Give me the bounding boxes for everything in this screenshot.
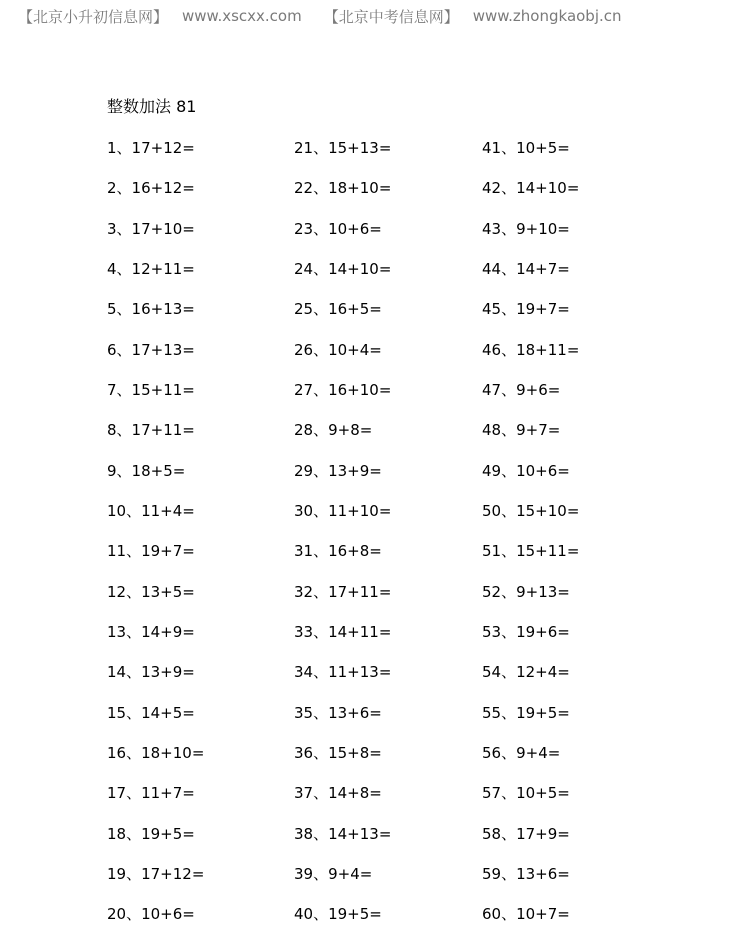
- problem-item: 5、16+13=: [107, 300, 195, 319]
- problem-item: 24、14+10=: [294, 259, 392, 278]
- problem-item: 51、15+11=: [482, 542, 580, 561]
- problem-item: 36、15+8=: [294, 743, 382, 762]
- problem-item: 14、13+9=: [107, 663, 195, 682]
- problem-item: 16、18+10=: [107, 743, 205, 762]
- problem-item: 34、11+13=: [294, 663, 392, 682]
- site1-url[interactable]: www.xscxx.com: [182, 7, 302, 25]
- problem-column-1: [107, 137, 287, 944]
- problem-item: 47、9+6=: [482, 380, 561, 399]
- problem-column-2: [294, 137, 474, 944]
- problem-item: 46、18+11=: [482, 340, 580, 359]
- problem-item: 9、18+5=: [107, 461, 186, 480]
- problem-item: 40、19+5=: [294, 905, 382, 924]
- site2-url[interactable]: www.zhongkaobj.cn: [472, 7, 622, 25]
- problem-item: 45、19+7=: [482, 300, 570, 319]
- problem-item: 15、14+5=: [107, 703, 195, 722]
- problem-item: 32、17+11=: [294, 582, 392, 601]
- problem-item: 7、15+11=: [107, 380, 195, 399]
- problem-item: 28、9+8=: [294, 421, 373, 440]
- problem-item: 38、14+13=: [294, 824, 392, 843]
- problem-item: 42、14+10=: [482, 179, 580, 198]
- problem-column-3: [482, 137, 662, 944]
- problem-item: 30、11+10=: [294, 501, 392, 520]
- problem-item: 19、17+12=: [107, 864, 205, 883]
- problem-item: 8、17+11=: [107, 421, 195, 440]
- problem-item: 10、11+4=: [107, 501, 195, 520]
- problem-item: 2、16+12=: [107, 179, 195, 198]
- problem-item: 12、13+5=: [107, 582, 195, 601]
- problem-item: 18、19+5=: [107, 824, 195, 843]
- problem-item: 11、19+7=: [107, 542, 195, 561]
- problem-item: 53、19+6=: [482, 622, 570, 641]
- problem-item: 57、10+5=: [482, 784, 570, 803]
- problem-item: 25、16+5=: [294, 300, 382, 319]
- problem-item: 41、10+5=: [482, 139, 570, 157]
- problem-item: 26、10+4=: [294, 340, 382, 359]
- problem-item: 48、9+7=: [482, 421, 561, 440]
- problem-item: 39、9+4=: [294, 864, 373, 883]
- page-header: [18, 5, 622, 27]
- problem-item: 22、18+10=: [294, 179, 392, 198]
- problem-item: 4、12+11=: [107, 259, 195, 278]
- site1-name: 【北京小升初信息网】: [18, 7, 169, 26]
- problem-item: 55、19+5=: [482, 703, 570, 722]
- problem-item: 1、17+12=: [107, 139, 195, 157]
- problem-item: 58、17+9=: [482, 824, 570, 843]
- problem-item: 50、15+10=: [482, 501, 580, 520]
- problem-item: 31、16+8=: [294, 542, 382, 561]
- problem-item: 6、17+13=: [107, 340, 195, 359]
- problem-item: 29、13+9=: [294, 461, 382, 480]
- problem-item: 60、10+7=: [482, 905, 570, 924]
- problem-item: 35、13+6=: [294, 703, 382, 722]
- problem-item: 21、15+13=: [294, 139, 392, 157]
- problem-item: 3、17+10=: [107, 219, 195, 238]
- problem-item: 23、10+6=: [294, 219, 382, 238]
- worksheet-title: 整数加法 81: [107, 97, 197, 116]
- problem-item: 52、9+13=: [482, 582, 570, 601]
- problem-item: 37、14+8=: [294, 784, 382, 803]
- problem-item: 33、14+11=: [294, 622, 392, 641]
- problem-item: 17、11+7=: [107, 784, 195, 803]
- problem-item: 43、9+10=: [482, 219, 570, 238]
- problem-item: 44、14+7=: [482, 259, 570, 278]
- problem-item: 27、16+10=: [294, 380, 392, 399]
- problem-item: 49、10+6=: [482, 461, 570, 480]
- site2-name: 【北京中考信息网】: [323, 7, 459, 26]
- problem-item: 54、12+4=: [482, 663, 570, 682]
- problem-item: 59、13+6=: [482, 864, 570, 883]
- problem-item: 20、10+6=: [107, 905, 195, 924]
- problem-item: 13、14+9=: [107, 622, 195, 641]
- problem-item: 56、9+4=: [482, 743, 561, 762]
